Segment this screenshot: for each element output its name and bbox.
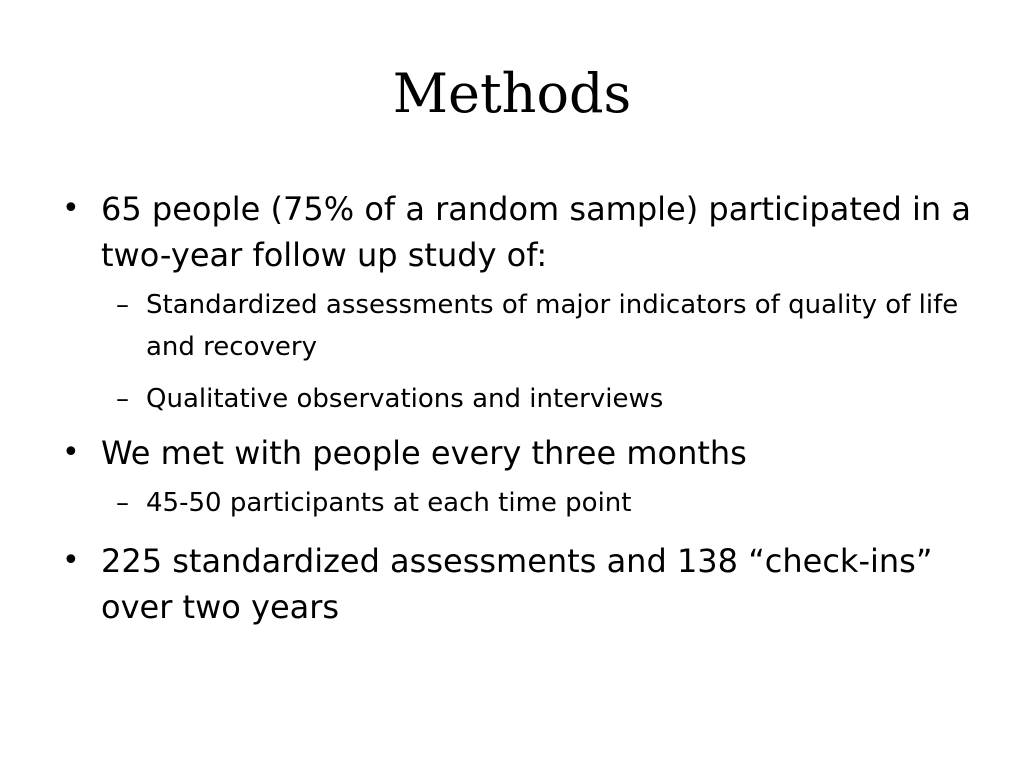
- bullet-text: We met with people every three months: [101, 434, 747, 472]
- bullet-text: 225 standardized assessments and 138 “check-ins” over two years: [101, 542, 933, 626]
- bullet-list: [62, 186, 972, 636]
- bullet-text: 65 people (75% of a random sample) participated in a two-year follow up study of:: [101, 190, 971, 274]
- sub-bullet-item: [62, 378, 972, 420]
- bullet-item: [62, 430, 972, 476]
- sub-bullet-item: [62, 482, 972, 524]
- bullet-item: [62, 538, 972, 630]
- sub-bullet-text: Qualitative observations and interviews: [146, 384, 664, 414]
- sub-bullet-text: Standardized assessments of major indicators of quality of life and recovery: [146, 290, 959, 362]
- sub-bullet-text: 45-50 participants at each time point: [146, 488, 632, 518]
- bullet-icon: •: [62, 191, 80, 226]
- slide-title: Methods: [392, 62, 632, 125]
- dash-icon: –: [116, 488, 129, 518]
- bullet-item: [62, 186, 972, 278]
- bullet-icon: •: [62, 543, 80, 578]
- dash-icon: –: [116, 290, 129, 320]
- bullet-icon: •: [62, 435, 80, 470]
- dash-icon: –: [116, 384, 129, 414]
- sub-bullet-item: [62, 284, 972, 368]
